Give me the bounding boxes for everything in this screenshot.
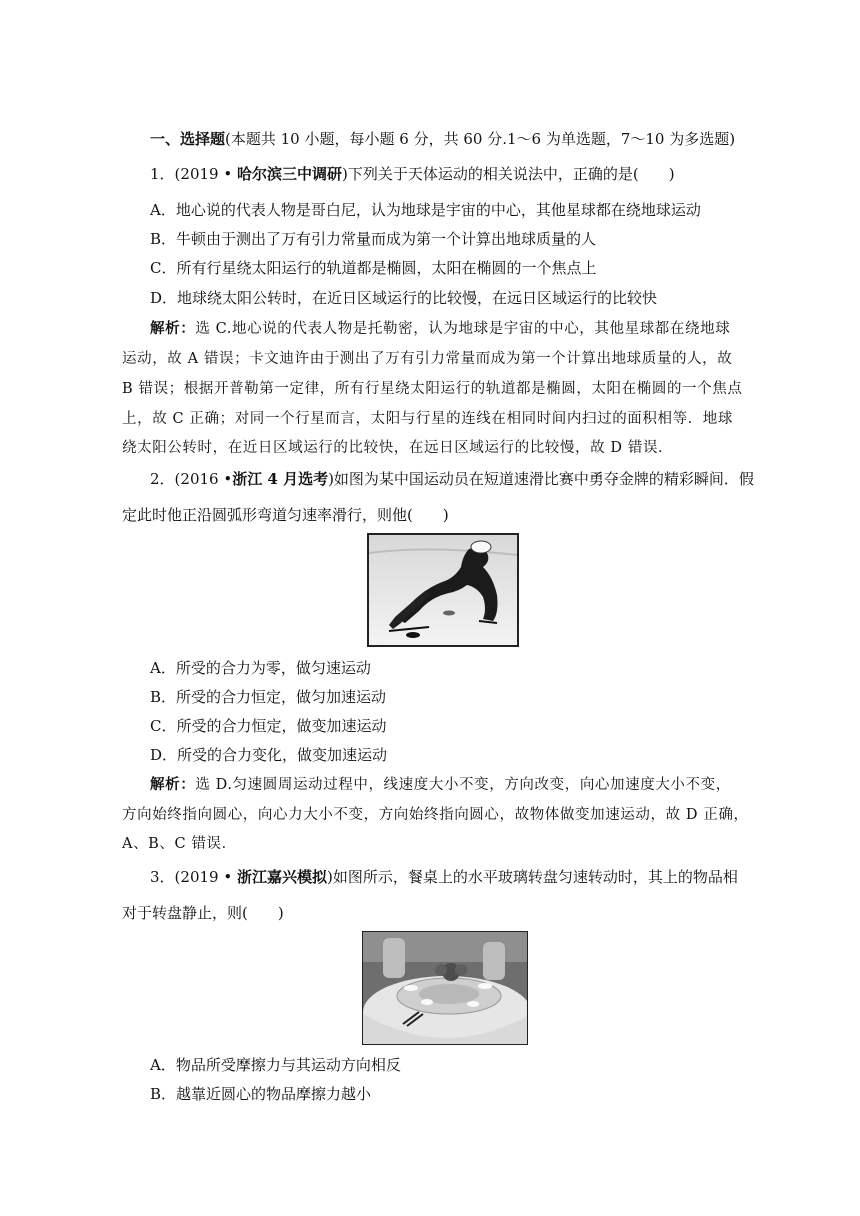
q2-option-b: B．所受的合力恒定，做匀加速运动: [150, 688, 387, 706]
q2-stem-line-1: [150, 470, 754, 488]
q2-option-d: D．所受的合力变化，做变加速运动: [150, 746, 388, 764]
section-note: (本题共 10 小题，每小题 6 分，共 60 分.1～6 为单选题，7～10 为多选题): [225, 130, 736, 148]
q1-stem-text: )下列关于天体运动的相关说法中，正确的是( ): [341, 165, 675, 183]
q1-analysis-line-3: B 错误；根据开普勒第一定律，所有行星绕太阳运行的轨道都是椭圆，太阳在椭圆的一个焦点: [122, 381, 743, 397]
section-header: [150, 130, 735, 148]
q2-analysis-line-3: A、B、C 错误．: [122, 836, 237, 852]
dining-table-photo: [362, 931, 528, 1045]
q1-analysis-label: 解析：: [150, 320, 196, 337]
speed-skater-photo: [367, 533, 519, 647]
q2-stem-line-2: 定此时他正沿圆弧形弯道匀速率滑行，则他( ): [122, 506, 449, 524]
q2-option-c: C．所受的合力恒定，做变加速运动: [150, 717, 387, 735]
q1-option-d: D．地球绕太阳公转时，在近日区域运行的比较慢，在远日区域运行的比较快: [150, 289, 658, 307]
q3-stem-line-2: 对于转盘静止，则( ): [122, 904, 284, 922]
q1-analysis-line-1: [150, 320, 730, 338]
q2-analysis-label: 解析：: [150, 776, 196, 793]
q3-option-a: A．物品所受摩擦力与其运动方向相反: [150, 1056, 401, 1074]
q3-option-b: B．越靠近圆心的物品摩擦力越小: [150, 1085, 372, 1103]
q2-stem-text-1: )如图为某中国运动员在短道速滑比赛中勇夺金牌的精彩瞬间．假: [328, 470, 754, 488]
q1-option-b: B．牛顿由于测出了万有引力常量而成为第一个计算出地球质量的人: [150, 230, 597, 248]
q1-analysis-text-1: 选 C.地心说的代表人物是托勒密，认为地球是宇宙的中心，其他星球都在绕地球: [195, 321, 731, 337]
q2-number: 2．(2016 •: [150, 470, 233, 488]
q3-source: 浙江嘉兴模拟: [236, 868, 327, 886]
q3-stem-text-1: )如图所示，餐桌上的水平玻璃转盘匀速转动时，其上的物品相: [326, 868, 738, 886]
q1-analysis-line-5: 绕太阳公转时，在近日区域运行的比较快，在远日区域运行的比较慢，故 D 错误．: [122, 440, 674, 456]
q3-stem-line-1: [150, 868, 738, 886]
q1-number: 1．(2019 •: [150, 165, 237, 183]
q2-analysis-text-1: 选 D.匀速圆周运动过程中，线速度大小不变，方向改变，向心加速度大小不变，: [195, 777, 731, 793]
q2-source: 浙江 4 月选考: [232, 470, 329, 488]
q1-analysis-line-4: 上，故 C 正确；对同一个行星而言，太阳与行星的连线在相同时间内扫过的面积相等．地球: [122, 411, 734, 427]
q3-number: 3．(2019 •: [150, 868, 237, 886]
q2-analysis-line-1: [150, 776, 731, 794]
q1-analysis-line-2: 运动，故 A 错误；卡文迪许由于测出了万有引力常量而成为第一个计算出地球质量的人，故: [122, 351, 733, 367]
section-title: 一、选择题: [150, 130, 226, 148]
q1-option-c: C．所有行星绕太阳运行的轨道都是椭圆，太阳在椭圆的一个焦点上: [150, 259, 597, 277]
q1-option-a: A．地心说的代表人物是哥白尼，认为地球是宇宙的中心，其他星球都在绕地球运动: [150, 201, 701, 219]
q1-source: 哈尔滨三中调研: [236, 165, 342, 183]
q1-stem: [150, 165, 675, 183]
q2-analysis-line-2: 方向始终指向圆心，向心力大小不变，方向始终指向圆心，故物体做变加速运动，故 D 正确，: [122, 807, 749, 823]
q2-option-a: A．所受的合力为零，做匀速运动: [150, 659, 371, 677]
